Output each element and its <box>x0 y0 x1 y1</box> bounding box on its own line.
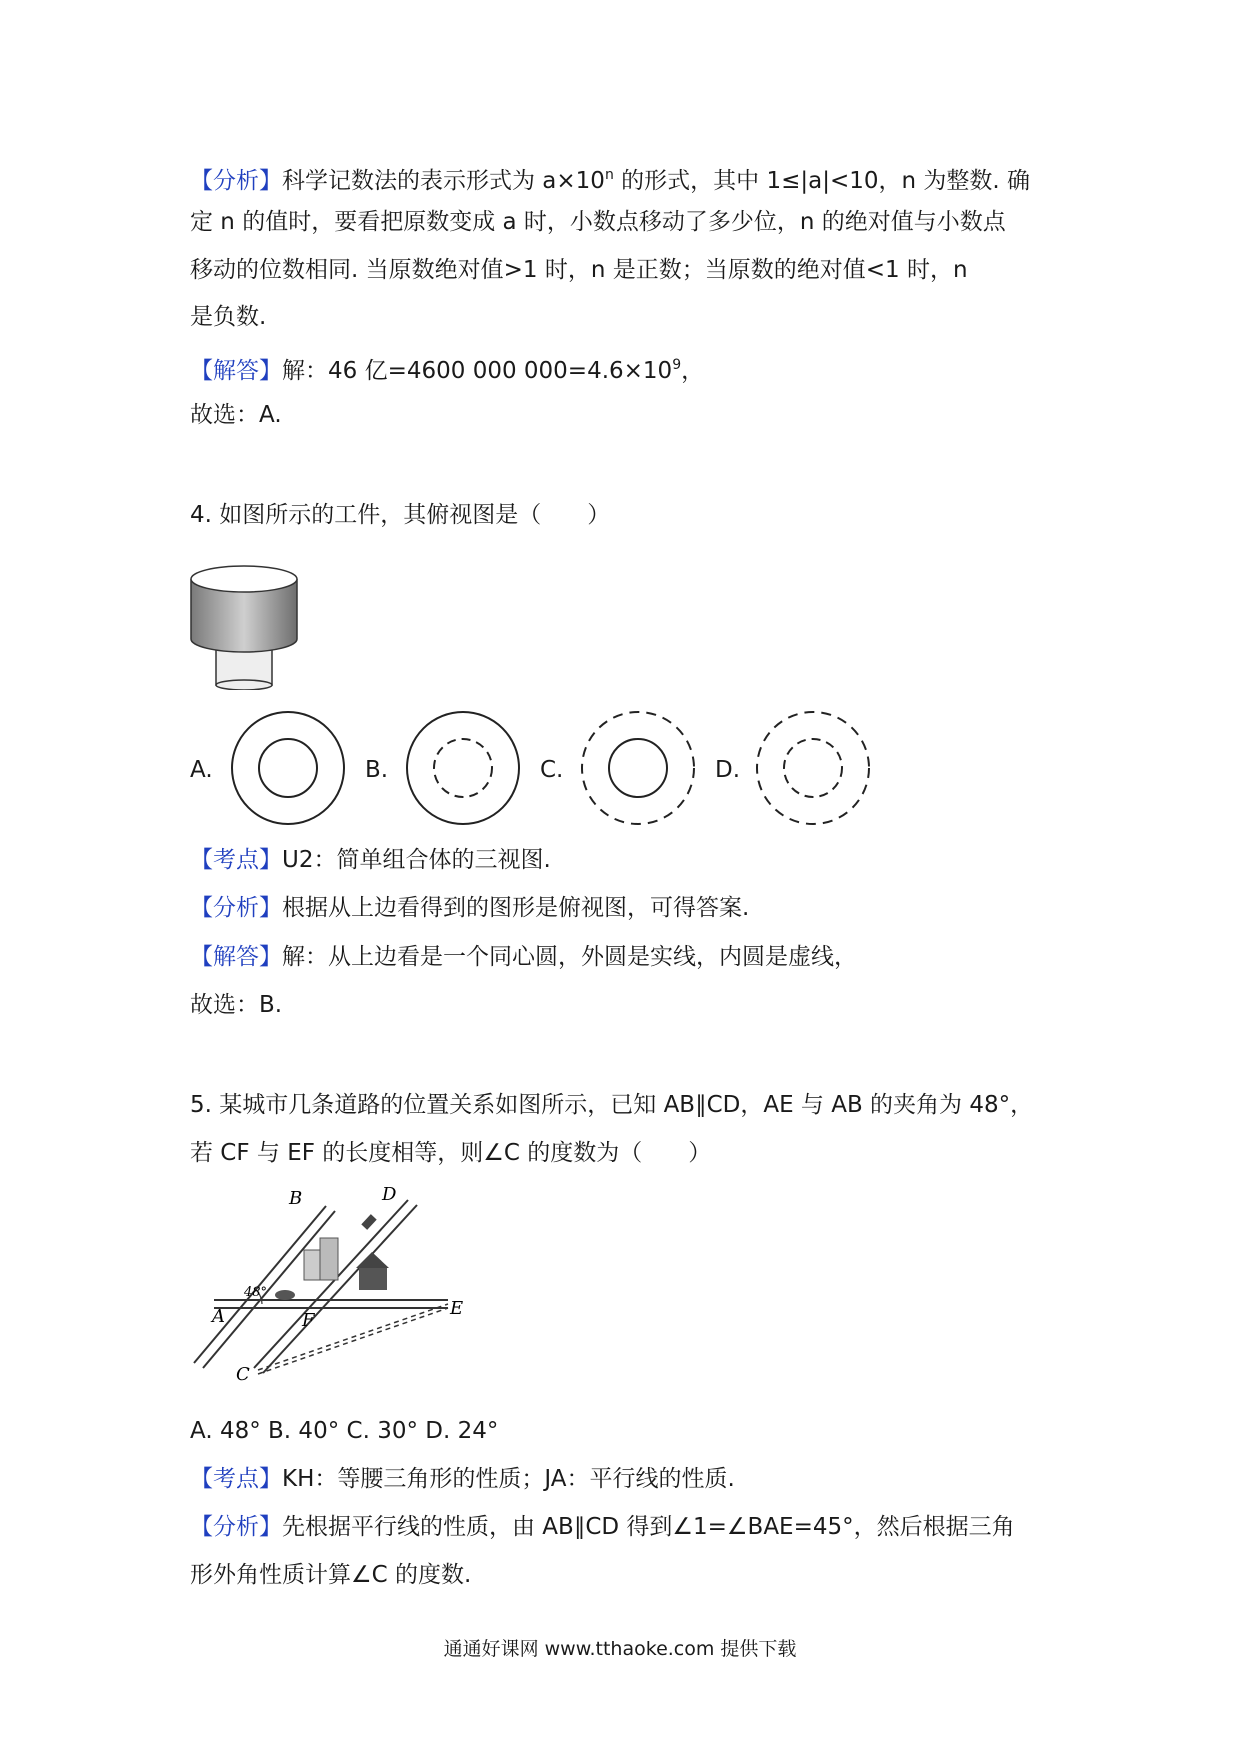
label-e: E <box>450 1298 464 1319</box>
q5-analysis-line-1: 【分析】先根据平行线的性质，由 AB∥CD 得到∠1=∠BAE=45°，然后根据三角 <box>190 1514 1015 1540</box>
page-footer: 通通好课网 www.tthaoke.com 提供下载 <box>443 1638 797 1660</box>
q3-answer-line: 【解答】解：46 亿=4600 000 $000=4.6\times 10^9$， <box>190 357 705 384</box>
angle-label: 48° <box>244 1285 268 1300</box>
analysis-tag: 【分析】 <box>190 168 282 194</box>
car-icon <box>275 1290 295 1300</box>
q5-point-line: 【考点】KH：等腰三角形的性质；JA：平行线的性质. <box>190 1466 735 1492</box>
q4-answer-line: 【解答】解：从上边看是一个同心圆，外圆是实线，内圆是虚线， <box>190 944 857 970</box>
q5-question-line-2: 若 CF 与 EF 的长度相等，则∠C 的度数为（ ） <box>190 1140 712 1166</box>
analysis-tag: 【分析】 <box>190 895 282 921</box>
q5-analysis-line-2: 形外角性质计算∠C 的度数. <box>190 1562 472 1588</box>
q4-option-a-label: A. <box>190 757 213 783</box>
answer-tag: 【解答】 <box>190 358 282 384</box>
point-tag: 【考点】 <box>190 1466 282 1492</box>
label-a: A <box>212 1306 225 1327</box>
label-b: B <box>289 1188 303 1209</box>
q3-analysis-line-4: 是负数. <box>190 304 267 330</box>
vehicle-icon <box>361 1214 376 1230</box>
q3-analysis-line-3: 移动的位数相同. 当原数绝对值>1 时，n 是正数；当原数的绝对值<1 时，n <box>190 257 968 283</box>
label-c: C <box>236 1364 250 1385</box>
q4-choose: 故选：B. <box>190 992 283 1018</box>
label-f: F <box>302 1310 315 1331</box>
q3-analysis-line-1: 【分析】科学记数法的表示形式为 $a\times 10^n$ 的形式，其中 1≤|a|<10，n 为整数. 确 <box>190 167 1030 194</box>
building-icon <box>304 1238 338 1280</box>
house-icon <box>356 1252 389 1290</box>
point-tag: 【考点】 <box>190 847 282 873</box>
q4-option-c-label: C. <box>540 757 564 783</box>
q4-option-b-figure <box>403 708 523 828</box>
q4-option-a-figure <box>228 708 348 828</box>
workpiece-figure <box>188 555 308 690</box>
q3-choose: 故选：A. <box>190 402 282 428</box>
q5-options: A. 48° B. 40° C. 30° D. 24° <box>190 1418 499 1444</box>
answer-tag: 【解答】 <box>190 944 282 970</box>
q4-point-line: 【考点】U2：简单组合体的三视图. <box>190 847 551 873</box>
q5-question-line-1: 5. 某城市几条道路的位置关系如图所示，已知 AB∥CD，AE 与 AB 的夹角为 48°， <box>190 1092 1034 1118</box>
q4-option-d-figure <box>753 708 873 828</box>
analysis-tag: 【分析】 <box>190 1514 282 1540</box>
q4-question: 4. 如图所示的工件，其俯视图是（ ） <box>190 502 611 528</box>
q4-option-b-label: B. <box>365 757 389 783</box>
label-d: D <box>382 1184 397 1205</box>
q4-option-c-figure <box>578 708 698 828</box>
q4-analysis-line: 【分析】根据从上边看得到的图形是俯视图，可得答案. <box>190 895 750 921</box>
q4-option-d-label: D. <box>715 757 741 783</box>
q3-analysis-line-2: 定 n 的值时，要看把原数变成 a 时，小数点移动了多少位，n 的绝对值与小数点 <box>190 209 1006 235</box>
roads-figure <box>186 1178 476 1388</box>
